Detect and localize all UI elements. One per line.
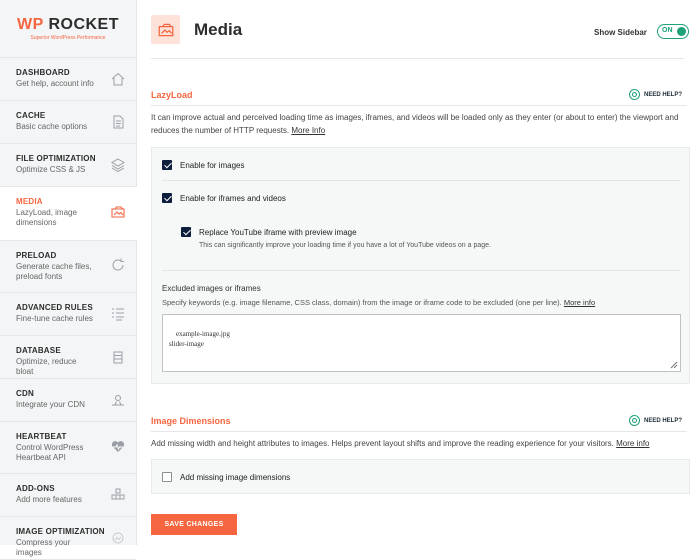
database-icon (110, 349, 126, 365)
add-missing-dimensions-option[interactable] (162, 472, 290, 482)
dimensions-description-text: Add missing width and height attributes to images. Helps prevent layout shifts and improve the reading experience for your visitors. (151, 439, 614, 448)
lazyload-section-title: LazyLoad (151, 90, 193, 100)
excluded-keywords-textarea[interactable] (162, 314, 681, 372)
sidebar-item-title: ADVANCED RULES (16, 303, 93, 312)
dimensions-description (151, 438, 691, 451)
sidebar-item-title: DATABASE (16, 346, 61, 355)
image-opt-icon (110, 530, 126, 546)
media-icon (151, 15, 180, 44)
enable-images-checkbox[interactable] (162, 160, 172, 170)
sidebar-item-preload[interactable] (0, 241, 136, 293)
sidebar-item-dashboard[interactable] (0, 58, 136, 101)
lazyload-more-info-link[interactable]: More Info (291, 125, 326, 135)
need-help-label: NEED HELP? (644, 417, 683, 424)
sidebar-item-desc: Control WordPress Heartbeat API (16, 443, 84, 462)
sidebar-item-database[interactable] (0, 336, 136, 379)
sidebar-item-cache[interactable] (0, 101, 136, 144)
youtube-preview-label: Replace YouTube iframe with preview image (199, 227, 357, 237)
excluded-help (162, 298, 595, 307)
section-divider (151, 105, 687, 106)
sidebar-item-desc: Integrate your CDN (16, 400, 85, 409)
toggle-state-label: ON (662, 27, 673, 34)
list-icon (110, 306, 126, 322)
add-missing-dimensions-checkbox[interactable] (162, 472, 172, 482)
enable-images-label: Enable for images (180, 160, 245, 170)
sidebar-item-desc: Fine-tune cache rules (16, 314, 93, 323)
sidebar-item-desc: Optimize CSS & JS (16, 165, 86, 174)
show-sidebar-toggle[interactable] (657, 24, 689, 39)
lazyload-description (151, 112, 691, 138)
youtube-preview-checkbox[interactable] (181, 227, 191, 237)
layers-icon (110, 157, 126, 173)
sidebar-item-title: DASHBOARD (16, 68, 70, 77)
sidebar-item-title: IMAGE OPTIMIZATION (16, 527, 105, 536)
youtube-preview-option[interactable] (181, 227, 357, 237)
sidebar-item-title: PRELOAD (16, 251, 57, 260)
dimensions-need-help-link[interactable] (629, 415, 682, 426)
sidebar-item-desc: Get help, account info (16, 79, 94, 88)
cdn-icon (110, 392, 126, 408)
dimensions-more-info-link[interactable]: More info (616, 439, 650, 448)
dimensions-options-panel (151, 459, 690, 494)
option-divider (162, 270, 680, 271)
sidebar-item-desc: Optimize, reduce bloat (16, 357, 77, 376)
page-icon (110, 114, 126, 130)
sidebar-item-title: CDN (16, 389, 34, 398)
excluded-help-text: Specify keywords (e.g. image filename, CSS class, domain) from the image or iframe code to be excluded (one per line). (162, 298, 562, 307)
enable-images-option[interactable] (162, 160, 244, 170)
page-header (137, 0, 700, 58)
enable-iframes-option[interactable] (162, 193, 286, 203)
lifebuoy-icon (629, 89, 640, 100)
lifebuoy-icon (629, 415, 640, 426)
media-icon (110, 204, 126, 220)
sidebar-item-title: FILE OPTIMIZATION (16, 154, 96, 163)
home-icon (110, 71, 126, 87)
enable-iframes-checkbox[interactable] (162, 193, 172, 203)
lazyload-options-panel (151, 147, 690, 384)
sidebar-item-title: HEARTBEAT (16, 432, 67, 441)
sidebar-item-desc: Compress your images (16, 538, 71, 557)
sidebar-item-file-optimization[interactable] (0, 144, 136, 187)
sidebar-item-heartbeat[interactable] (0, 422, 136, 474)
sidebar-item-media[interactable] (0, 187, 137, 241)
refresh-icon (110, 257, 126, 273)
option-divider (162, 180, 680, 181)
need-help-label: NEED HELP? (644, 91, 683, 98)
header-divider (151, 58, 684, 59)
sidebar-item-desc: LazyLoad, image dimensions (16, 208, 77, 227)
heart-icon (110, 438, 126, 454)
sidebar-item-desc: Generate cache files, preload fonts (16, 262, 92, 281)
sidebar-item-advanced-rules[interactable] (0, 293, 136, 336)
resize-handle-icon[interactable] (669, 360, 678, 369)
logo-name: ROCKET (48, 16, 119, 33)
sidebar-item-desc: Add more features (16, 495, 82, 504)
sidebar-item-title: MEDIA (16, 197, 43, 206)
section-divider (151, 431, 687, 432)
logo-wp: WP (17, 16, 44, 33)
sidebar (0, 0, 137, 557)
sidebar-item-cdn[interactable] (0, 379, 136, 422)
youtube-preview-description: This can significantly improve your loading time if you have a lot of YouTube videos on a page. (199, 242, 491, 249)
lazyload-need-help-link[interactable] (629, 89, 682, 100)
logo-tagline: Superior WordPress Performance (30, 35, 106, 41)
enable-iframes-label: Enable for iframes and videos (180, 193, 286, 203)
save-changes-button[interactable]: SAVE CHANGES (151, 514, 237, 535)
add-missing-dimensions-label: Add missing image dimensions (180, 472, 291, 482)
sidebar-item-image-optimization[interactable] (0, 517, 136, 560)
toggle-knob (677, 27, 686, 36)
sidebar-item-title: CACHE (16, 111, 46, 120)
cubes-icon (110, 487, 126, 503)
logo[interactable] (0, 0, 136, 58)
lazyload-description-text: It can improve actual and perceived loading time as images, iframes, and videos will be loaded only as they enter (or about to enter) the viewport and reduces the number of HTTP requests. (151, 113, 679, 135)
page-title: Media (194, 20, 243, 39)
sidebar-item-add-ons[interactable] (0, 474, 136, 517)
sidebar-item-title: ADD-ONS (16, 484, 55, 493)
excluded-keywords-value: example-image.jpg slider-image (169, 330, 230, 348)
sidebar-item-desc: Basic cache options (16, 122, 88, 131)
dimensions-section-title: Image Dimensions (151, 416, 231, 426)
excluded-label: Excluded images or iframes (162, 284, 261, 293)
show-sidebar-label: Show Sidebar (594, 28, 647, 37)
excluded-more-info-link[interactable]: More info (563, 298, 596, 307)
